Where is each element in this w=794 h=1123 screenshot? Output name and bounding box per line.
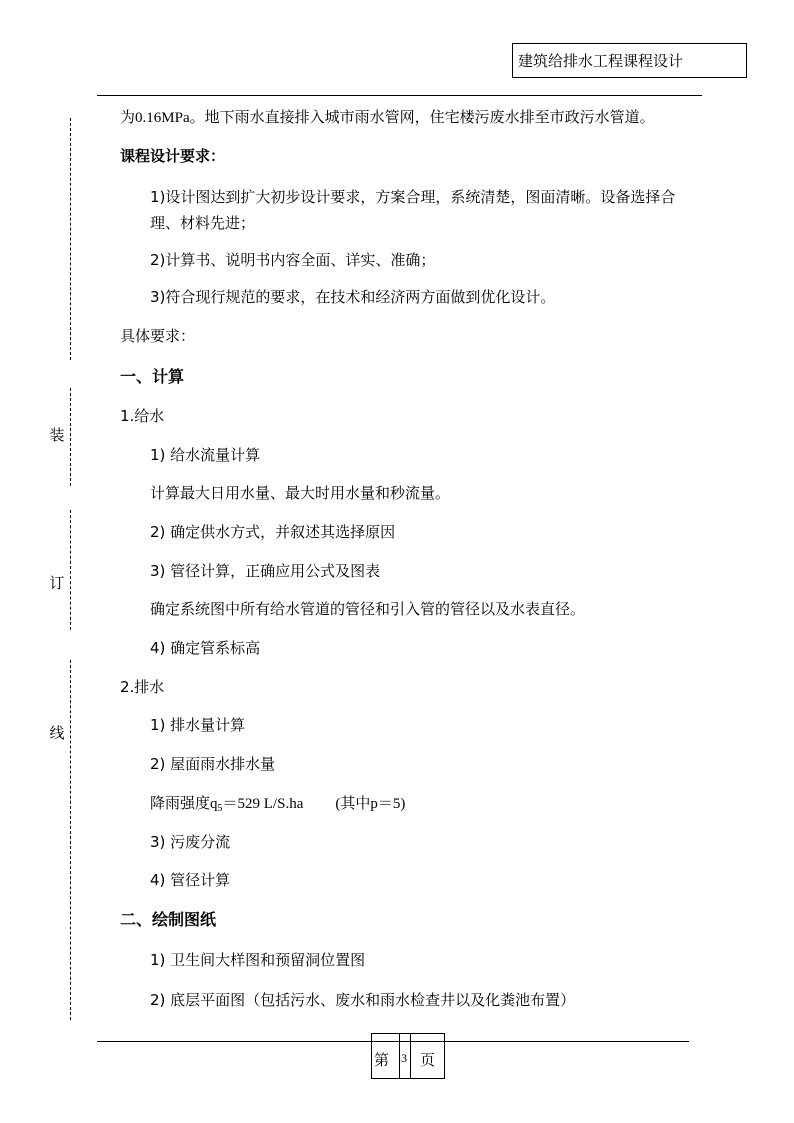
page-number-divider (399, 1033, 400, 1079)
water-supply-note: 确定系统图中所有给水管道的管径和引入管的管径以及水表直径。 (150, 600, 586, 618)
water-supply-note: 计算最大日用水量、最大时用水量和秒流量。 (150, 484, 451, 502)
drainage-heading: 2.排水 (120, 678, 165, 696)
binding-dash-line (70, 660, 71, 1020)
intro-paragraph: 为0.16MPa。地下雨水直接排入城市雨水管网，住宅楼污废水排至市政污水管道。 (120, 108, 655, 126)
section-calculation-title: 一、计算 (120, 367, 185, 386)
water-supply-item: 2) 确定供水方式，并叙述其选择原因 (150, 523, 396, 541)
page-number-divider (410, 1033, 411, 1079)
rain-intensity-formula: 降雨强度$q_5=529$ L/S.ha (其中p＝5) (150, 794, 406, 814)
water-supply-heading: 1.给水 (120, 407, 165, 425)
drainage-item: 2) 屋面雨水排水量 (150, 755, 276, 773)
drainage-item: 4) 管径计算 (150, 871, 231, 889)
binding-char-ding: 订 (49, 574, 65, 592)
requirement-item: 3)符合现行规范的要求，在技术和经济两方面做到优化设计。 (150, 288, 556, 306)
binding-dash-line (70, 510, 71, 630)
page-suffix: 页 (420, 1051, 436, 1069)
drainage-item: 1) 排水量计算 (150, 716, 246, 734)
binding-dash-line (70, 118, 71, 360)
requirement-item: 2)计算书、说明书内容全面、详实、准确； (150, 251, 436, 269)
requirement-item: 1)设计图达到扩大初步设计要求，方案合理，系统清楚，图面清晰。设备选择合理、材料先进； (150, 188, 676, 232)
binding-char-xian: 线 (49, 724, 65, 742)
section-drawings-title: 二、绘制图纸 (120, 910, 217, 929)
page-number: 3 (401, 1051, 407, 1065)
requirements-heading: 课程设计要求： (120, 147, 226, 165)
binding-char-zhuang: 装 (49, 426, 65, 444)
binding-dash-line (70, 388, 71, 486)
drawing-item: 1) 卫生间大样图和预留洞位置图 (150, 951, 366, 969)
course-title: 建筑给排水工程课程设计 (512, 43, 747, 78)
specific-heading: 具体要求： (120, 327, 196, 345)
drainage-item: 3) 污废分流 (150, 833, 231, 851)
pressure-value: 0.16MPa (135, 110, 190, 126)
water-supply-item: 4) 确定管系标高 (150, 639, 261, 657)
water-supply-item: 1) 给水流量计算 (150, 446, 261, 464)
header-rule (97, 95, 702, 96)
page-prefix: 第 (374, 1051, 390, 1069)
drawing-item: 2) 底层平面图（包括污水、废水和雨水检查井以及化粪池布置） (150, 991, 576, 1009)
water-supply-item: 3) 管径计算，正确应用公式及图表 (150, 562, 381, 580)
